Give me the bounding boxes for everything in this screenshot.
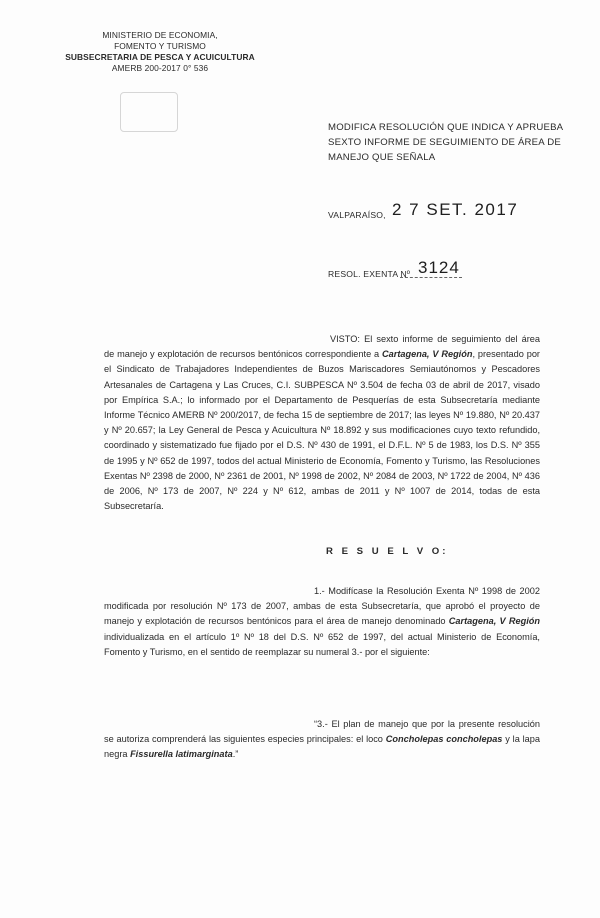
species-loco: Concholepas concholepas <box>385 734 503 745</box>
resolution-row <box>328 258 588 282</box>
date-label: VALPARAÍSO, <box>328 210 386 220</box>
date-row <box>328 200 588 224</box>
reference-code: AMERB 200-2017 0° 536 <box>111 63 209 73</box>
visto-text-a: El sexto informe de seguimiento del área de manejo y explotación de recursos bentónicos correspondiente a <box>104 334 540 360</box>
article-1-text-b: individualizada en el artículo 1º Nº 18 del D.S. Nº 652 de 1997, del actual Ministerio de Economía, Fomento y Turismo, en el sentido de reemplazar su numeral 3.- por el siguiente: <box>104 631 540 657</box>
subject-summary: MODIFICA RESOLUCIÓN QUE INDICA Y APRUEBA SEXTO INFORME DE SEGUIMIENTO DE ÁREA DE MANEJO QUE SEÑALA <box>328 122 563 163</box>
resolution-number: 3124 <box>418 258 460 277</box>
ministry-line-2: FOMENTO Y TURISMO <box>114 41 206 51</box>
quote-text-a: “3.- El plan de manejo que por la presente resolución se autoriza comprenderá las siguientes especies principales: el loco <box>104 719 540 745</box>
subsecretaria-name: SUBSECRETARIA DE PESCA Y ACUICULTURA <box>65 52 255 62</box>
date-stamp: 2 7 SET. 2017 <box>392 200 519 219</box>
visto-lead: VISTO: <box>330 334 360 344</box>
quote-text-c: .” <box>232 749 239 760</box>
quote-text-b: y la lapa negra <box>104 734 540 760</box>
article-1-place: Cartagena, V Región <box>448 616 540 627</box>
resuelvo-heading: R E S U E L V O: <box>326 546 449 557</box>
visto-paragraph <box>104 332 540 514</box>
species-lapa: Fissurella latimarginata <box>130 749 233 760</box>
issuer-header <box>40 30 280 74</box>
visto-place: Cartagena, V Región <box>382 349 473 360</box>
resolution-label: RESOL. EXENTA Nº <box>328 269 411 279</box>
article-1-text-a: 1.- Modifícase la Resolución Exenta Nº 1998 de 2002 modificada por resolución Nº 173 de 2007, ambas de esta Subsecretaría, que aprobó el proyecto de manejo y explotación de recursos bentónicos para el área de manejo denominado <box>104 586 540 627</box>
faded-stamp <box>120 92 178 132</box>
visto-text-b: , presentado por el Sindicato de Trabajadores Independientes de Buzos Mariscadores Semiautónomos y Pescadores Artesanales de Cartagena y Las Cruces, C.I. SUBPESCA Nº 3.504 de fecha 03 de abril de 2017, visado por Empírica S.A.; lo informado por el Departamento de Pesquerías de esta Subsecretaría mediante Informe Técnico AMERB Nº 200/2017, de fecha 15 de septiembre de 2017; las leyes Nº 19.880, Nº 20.437 y Nº 20.657; la Ley General de Pesca y Acuicultura Nº 18.892 y sus modificaciones cuyo texto refundido, coordinado y sistematizado fue fijado por el D.S. Nº 430 de 1991, el D.F.L. Nº 5 de 1983, los D.S. Nº 355 de 1995 y Nº 652 de 1997, todos del actual Ministerio de Economía, Fomento y Turismo, las Resoluciones Exentas Nº 2398 de 2000, Nº 2361 de 2001, Nº 1998 de 2002, Nº 2084 de 2003, Nº 1722 de 2004, Nº 436 de 2006, Nº 173 de 2007, Nº 224 y Nº 612, ambas de 2011 y Nº 1007 de 2014, todas de esta Subsecretaría. <box>104 349 540 512</box>
ministry-line-1: MINISTERIO DE ECONOMIA, <box>102 30 218 40</box>
quoted-numeral-3 <box>104 717 540 763</box>
article-1-paragraph <box>104 584 540 660</box>
